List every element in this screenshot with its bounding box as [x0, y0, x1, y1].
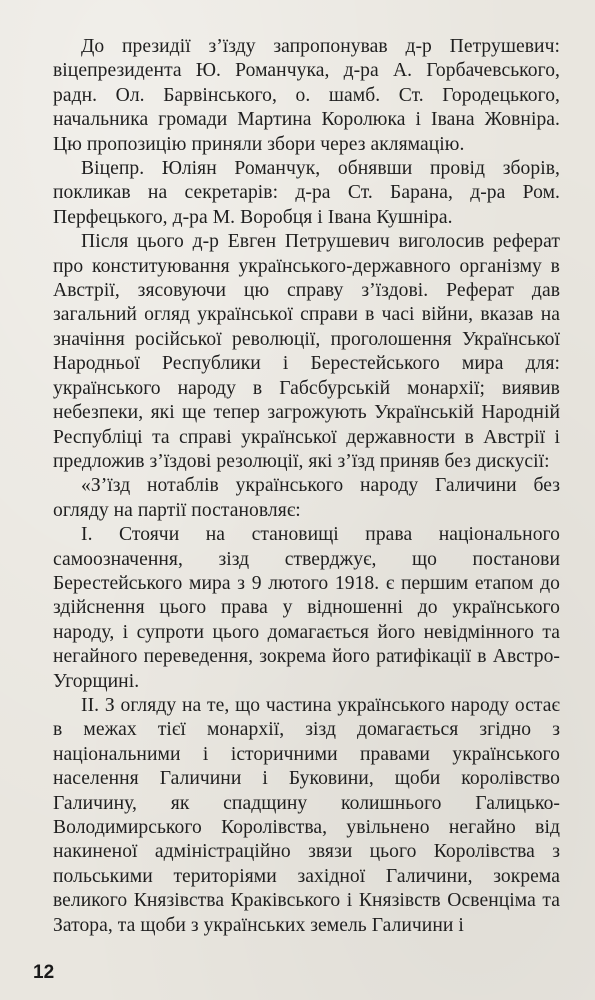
body-text — [53, 35, 560, 938]
paragraph-resolution-intro: «З’їзд нотаблів українського народу Галичини без огляду на партії постановляє: — [53, 475, 560, 521]
page-number: 12 — [33, 962, 55, 983]
paragraph-presidium: До президії з’їзду запропонував д-р Петрушевич: віцепрезидента Ю. Романчука, д-ра А. Горбачевського, радн. Ол. Барвінського, о. шамб. Ст. Городецького, начальника громади Мартина Королюка і Івана Жовніра. Цю пропозицію приняли збори через аклямацію. — [53, 36, 560, 155]
paragraph-resolution-2: II. З огляду на те, що частина українського народу остає в межах тієї монархії, зізд домагається згідно з національними і історичними правами українського населення Галичини і Буковини, щоби королівство Галичину, як спадщину колишнього Галицько-Володимирського Королівства, увільнено негайно від накиненої адміністраційно звязи цього Королівства з польськими територіями західної Галичини, зокрема великого Князівства Краківського і Князівств Освенціма та Затора, та щоби з українських земель Галичини і — [53, 694, 560, 936]
paragraph-secretaries: Віцепр. Юліян Романчук, обнявши провід зборів, покликав на секретарів: д-ра Ст. Барана, д-ра Ром. Перфецького, д-ра М. Воробця і Івана Кушніра. — [53, 158, 560, 228]
paragraph-report: Після цього д-р Евген Петрушевич виголосив реферат про конституювання українського-державного організму в Австрії, зясовуючи цю справу з’їздові. Реферат дав загальний огляд української справи в часі війни, вказав на значіння російської революції, проголошення Української Народньої Республики і Берестейського мира для: українського народу в Габсбурській монархії; виявив небезпеки, які ще тепер загрожують Українській Народній Республіці та справі української державности в Австрії і предложив з’їздові резолюції, які з’їзд приняв без дискусії: — [53, 231, 560, 472]
paragraph-resolution-1: I. Стоячи на становищі права національного самоозначення, зізд стверджує, що постанови Берестейського мира з 9 лютого 1918. є першим етапом до здійснення цього права у відношенні до українського народу, і супроти цього домагається його невідмінного та негайного переведення, зокрема його ратифікації в Австро-Угорщині. — [53, 524, 560, 692]
